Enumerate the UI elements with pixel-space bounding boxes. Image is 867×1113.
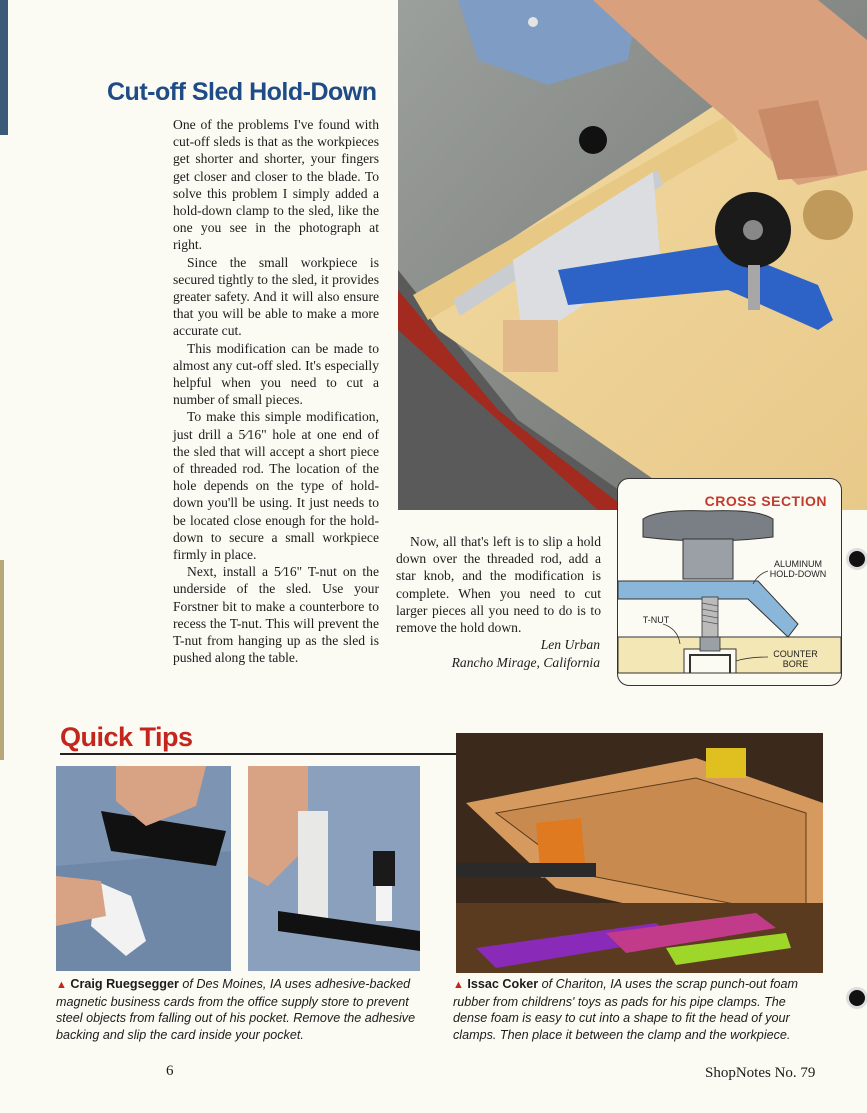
binder-hole-mark	[846, 548, 867, 570]
author-location: Rancho Mirage, California	[451, 655, 600, 670]
quick-tips-rule	[60, 753, 456, 755]
quick-tips-heading: Quick Tips	[60, 722, 193, 752]
cross-section-title: CROSS SECTION	[704, 493, 827, 509]
sled-photo-illustration	[398, 0, 867, 510]
tip1-caption	[56, 976, 422, 1043]
article-column-1	[173, 116, 379, 667]
author-name: Len Urban	[540, 637, 600, 652]
publication-footer: ShopNotes No. 79	[705, 1065, 816, 1081]
label-counter-bore: COUNTER BORE	[768, 649, 823, 669]
caption-marker-icon-2: ▲	[453, 979, 464, 991]
tip1-text: of Des Moines, IA uses adhesive-backed magnetic business cards from the office supply store to prevent steel objects from falling out of his pocket. Remove the adhesive backing and slip the card inside your pocket.	[56, 977, 416, 1042]
paragraph-5: Next, install a 5⁄16" T-nut on the underside of the sled. Use your Forstner bit to make a counterbore to recess the T-nut. This will prevent the T-nut from hanging up as the sled is pushed along the table.	[173, 564, 379, 666]
tip1-photo-ruler-illustration	[248, 766, 420, 971]
page-edge-strip	[0, 0, 8, 135]
label-t-nut: T-NUT	[642, 615, 670, 625]
tip2-caption	[453, 976, 823, 1043]
tip2-photo-clamps-illustration	[456, 733, 823, 973]
page-number: 6	[166, 1063, 174, 1079]
page-edge-strip-lower	[0, 560, 4, 760]
author-signature	[440, 636, 600, 672]
tip2-text: of Chariton, IA uses the scrap punch-out foam rubber from childrens' toys as pads for his pipe clamps. The dense foam is easy to cut into a shape to fit the head of your clamps. Then place it between the clamp and the workpiece.	[453, 977, 799, 1042]
paragraph-2: Since the small workpiece is secured tightly to the sled, it provides greater safety. And it will also ensure that you will be able to make a more accurate cut.	[173, 254, 379, 339]
binder-hole-mark-lower	[846, 987, 867, 1009]
caption-marker-icon: ▲	[56, 979, 67, 991]
article-column-2	[396, 533, 601, 636]
paragraph-6: Now, all that's left is to slip a hold down over the threaded rod, add a star knob, and the modification is complete. When you need to cut larger pieces all you need to do is to remove the hold down.	[396, 534, 601, 636]
article-title: Cut-off Sled Hold-Down	[107, 78, 377, 106]
label-aluminum-hold-down: ALUMINUM HOLD-DOWN	[769, 559, 827, 579]
tip1-photo-pocket	[56, 766, 231, 971]
tip2-contributor: Issac Coker	[467, 977, 539, 991]
sled-photo	[398, 0, 867, 510]
cross-section-diagram	[617, 478, 842, 686]
paragraph-3: This modification can be made to almost any cut-off sled. It's especially helpful when you need to cut a number of small pieces.	[173, 340, 379, 408]
tip1-photo-pocket-illustration	[56, 766, 231, 971]
tip2-photo-clamps	[456, 733, 823, 973]
tip1-contributor: Craig Ruegsegger	[70, 977, 179, 991]
paragraph-1: One of the problems I've found with cut-off sleds is that as the workpieces get shorter and shorter, your fingers get closer and closer to the blade. To solve this problem I simply added a hold-down clamp to the sled, like the one you see in the photograph at right.	[173, 117, 379, 253]
tip1-photo-ruler	[248, 766, 420, 971]
paragraph-4: To make this simple modification, just drill a 5⁄16" hole at one end of the sled that will accept a short piece of threaded rod. The location of the hole depends on the type of hold-down you'll be using. It just needs to be located close enough for the hold-down to secure a small workpiece firmly in place.	[173, 409, 379, 563]
